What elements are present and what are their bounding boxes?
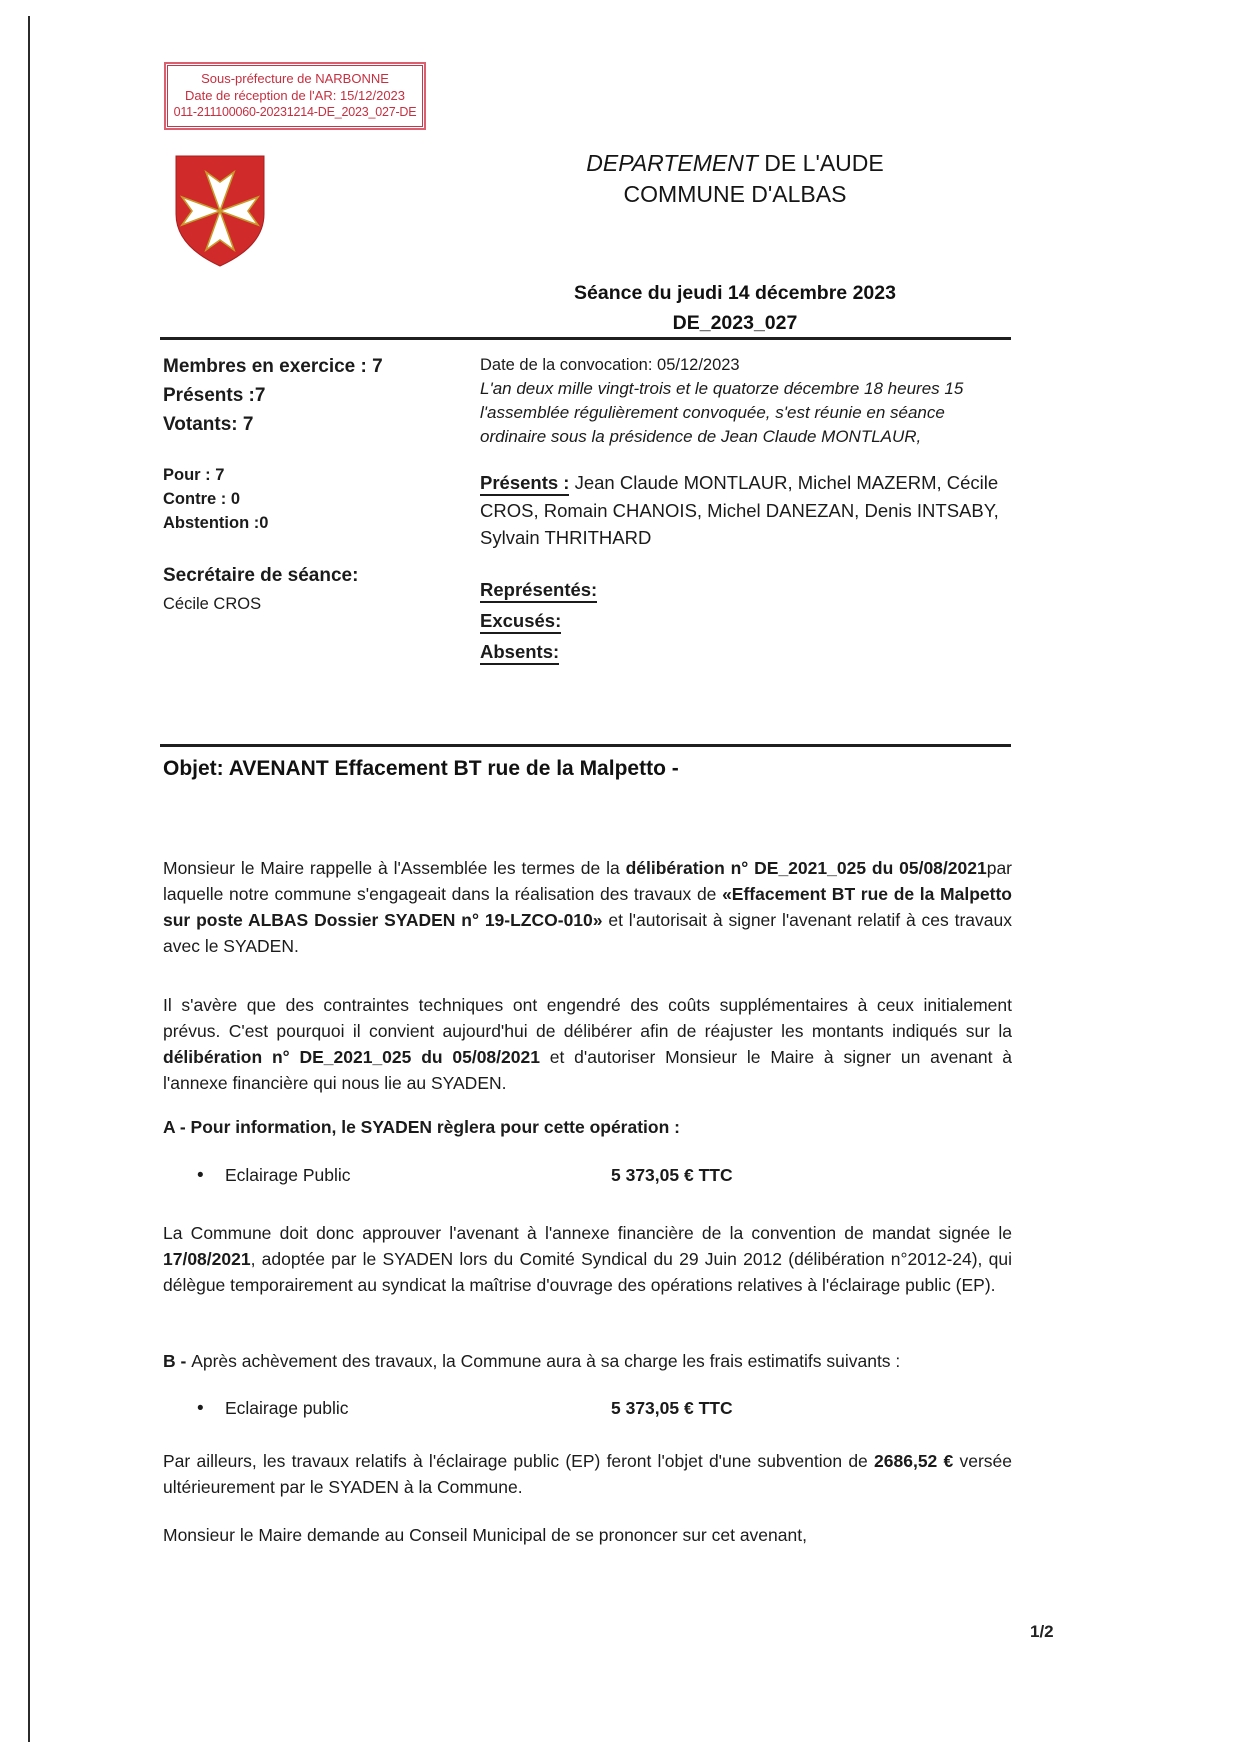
- p2-run3: et d'autoriser Monsieur le Maire à signer un avenant à l'annexe financière qui nous lie au SYADEN.: [163, 1047, 1012, 1093]
- representes-label: Représentés:: [480, 579, 597, 603]
- horizontal-rule-objet: [160, 744, 1011, 747]
- page-number: 1/2: [1030, 1622, 1054, 1641]
- bullet-item-eclairage-public-a: [163, 1162, 1012, 1189]
- maltese-cross-shield-icon: [170, 152, 270, 270]
- absence-list: [480, 574, 1012, 667]
- excuses-row: [480, 605, 1012, 636]
- commune-coat-of-arms: [170, 152, 270, 270]
- paragraph-technical-constraints: [163, 992, 1012, 1096]
- department-rest: DE L'AUDE: [757, 150, 884, 176]
- p4-run1: Par ailleurs, les travaux relatifs à l'éclairage public (EP) feront l'objet d'une subvention de: [163, 1451, 875, 1471]
- p1-project-title: «Effacement BT rue de la Malpetto sur poste ALBAS Dossier SYADEN n° 19-LZCO-010»: [163, 884, 1012, 930]
- p1-deliberation-ref: délibération n° DE_2021_025 du 05/08/2021: [625, 858, 987, 878]
- meta-left-column: [163, 352, 473, 616]
- votants-count: Votants: 7: [163, 414, 254, 435]
- secretary-label: Secrétaire de séance:: [163, 565, 359, 586]
- p3-signature-date: 17/08/2021: [163, 1249, 251, 1269]
- header-department-commune: [470, 148, 1000, 210]
- session-title-block: [470, 278, 1000, 338]
- section-b-text: Après achèvement des travaux, la Commune aura à sa charge les frais estimatifs suivants :: [191, 1351, 901, 1371]
- section-b-letter: B -: [163, 1351, 192, 1371]
- department-line: [470, 148, 1000, 179]
- absents-row: [480, 636, 1012, 667]
- bullet-b-label: Eclairage public: [225, 1398, 349, 1418]
- presents-names: Jean Claude MONTLAUR, Michel MAZERM, Cécile CROS, Romain CHANOIS, Michel DANEZAN, Denis INTSABY, Sylvain THRITHARD: [480, 472, 999, 548]
- paragraph-recall-deliberation: [163, 855, 1012, 959]
- vote-counts-group: [163, 352, 473, 439]
- bullet-dot-icon: •: [197, 1165, 204, 1186]
- section-b-heading: [163, 1348, 1012, 1374]
- absents-label: Absents:: [480, 641, 559, 665]
- bullet-item-eclairage-public-b: [163, 1395, 1012, 1422]
- department-word: DEPARTEMENT: [586, 150, 758, 176]
- excuses-label: Excusés:: [480, 610, 561, 634]
- bullet-a-label: Eclairage Public: [225, 1165, 351, 1185]
- p2-run1: Il s'avère que des contraintes techniques ont engendré des coûts supplémentaires à ceux initialement prévus. C'est pourquoi il convient aujourd'hui de délibérer afin de réajuster les montants indiqués sur la: [163, 995, 1012, 1041]
- objet-heading: Objet: AVENANT Effacement BT rue de la Malpetto -: [163, 757, 679, 780]
- p3-run1: La Commune doit donc approuver l'avenant à l'annexe financière de la convention de mandat signée le: [163, 1223, 1012, 1243]
- secretary-group: [163, 563, 473, 616]
- convocation-date: Date de la convocation: 05/12/2023: [480, 356, 740, 374]
- presents-count: Présents :7: [163, 385, 266, 406]
- representes-row: [480, 574, 1012, 605]
- p4-run3: versée ultérieurement par le SYADEN à la Commune.: [163, 1451, 1013, 1497]
- p1-run5: et l'autorisait à signer l'avenant relatif à ces travaux avec le SYADEN.: [163, 910, 1012, 956]
- session-date: Séance du jeudi 14 décembre 2023: [574, 282, 896, 304]
- p4-subvention-amount: 2686,52 €: [874, 1451, 954, 1471]
- abstention-count: Abstention :0: [163, 514, 269, 532]
- horizontal-rule-top: [160, 337, 1011, 340]
- p3-run3: , adoptée par le SYADEN lors du Comité Syndical du 29 Juin 2012 (délibération n°2012-24), qui délègue temporairement au syndicat la maîtrise d'ouvrage des opérations relatives à l'éclairage public (EP).: [163, 1249, 1012, 1295]
- secretary-name: Cécile CROS: [163, 595, 262, 613]
- meta-right-column: [480, 353, 1012, 667]
- bullet-dot-icon: •: [197, 1398, 204, 1419]
- ballot-results-group: [163, 463, 473, 535]
- scan-edge-line: [28, 16, 30, 1742]
- pour-count: Pour : 7: [163, 466, 225, 484]
- contre-count: Contre : 0: [163, 490, 241, 508]
- prefecture-stamp-inner: [167, 65, 423, 127]
- paragraph-subvention: [163, 1448, 1012, 1500]
- prefecture-stamp: [164, 62, 426, 130]
- attendees-paragraph: [480, 469, 1012, 552]
- p1-run3: par laquelle notre commune s'engageait dans la réalisation des travaux de: [163, 858, 1013, 904]
- stamp-reception-date: Date de réception de l'AR: 15/12/2023: [184, 88, 406, 103]
- section-a-heading: A - Pour information, le SYADEN règlera pour cette opération :: [163, 1117, 680, 1137]
- bullet-a-amount: 5 373,05 € TTC: [611, 1165, 733, 1185]
- deliberation-reference: DE_2023_027: [672, 312, 798, 334]
- presents-label: Présents :: [480, 472, 569, 496]
- p1-run1: Monsieur le Maire rappelle à l'Assemblée les termes de la: [163, 858, 626, 878]
- p2-deliberation-ref: délibération n° DE_2021_025 du 05/08/2021: [163, 1047, 540, 1067]
- paragraph-convention-mandat: [163, 1220, 1012, 1298]
- session-intro-text: L'an deux mille vingt-trois et le quatorze décembre 18 heures 15 l'assemblée régulièrement convoquée, s'est réunie en séance ordinaire sous la présidence de Jean Claude MONTLAUR,: [480, 379, 964, 446]
- commune-line: COMMUNE D'ALBAS: [623, 181, 847, 207]
- stamp-act-reference: 011-211100060-20231214-DE_2023_027-DE: [173, 105, 417, 119]
- bullet-b-amount: 5 373,05 € TTC: [611, 1398, 733, 1418]
- membres-en-exercice: Membres en exercice : 7: [163, 356, 383, 377]
- paragraph-mayor-request: Monsieur le Maire demande au Conseil Municipal de se prononcer sur cet avenant,: [163, 1525, 807, 1545]
- stamp-prefecture-name: Sous-préfecture de NARBONNE: [201, 71, 389, 86]
